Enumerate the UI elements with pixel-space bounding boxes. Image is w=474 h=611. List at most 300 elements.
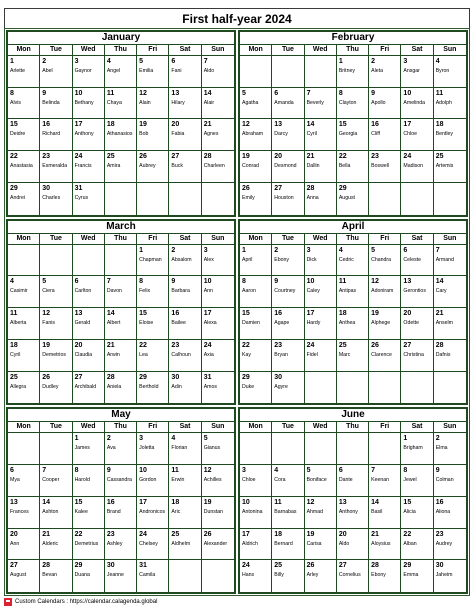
day-cell[interactable]	[169, 119, 201, 151]
empty-day-cell	[137, 183, 169, 215]
month-name: June	[240, 409, 466, 422]
day-cell[interactable]	[8, 183, 40, 215]
day-cell[interactable]	[169, 151, 201, 183]
day-cell[interactable]	[8, 465, 40, 497]
weekday-label: Wed	[73, 45, 105, 55]
day-cell[interactable]	[434, 497, 466, 529]
empty-day-cell	[369, 372, 401, 404]
day-cell[interactable]	[240, 372, 272, 404]
day-cell[interactable]	[369, 56, 401, 88]
day-cell[interactable]	[369, 497, 401, 529]
day-cell[interactable]	[305, 183, 337, 215]
day-cell[interactable]	[401, 340, 433, 372]
day-name-label: Aldrich	[242, 540, 258, 547]
day-cell[interactable]	[305, 529, 337, 561]
day-number: 9	[106, 467, 111, 475]
day-cell[interactable]	[40, 88, 72, 120]
day-name-label: Keenan	[371, 477, 390, 484]
day-cell[interactable]	[401, 497, 433, 529]
day-cell[interactable]	[169, 245, 201, 277]
day-cell[interactable]	[105, 308, 137, 340]
day-cell[interactable]	[40, 308, 72, 340]
day-number: 26	[203, 530, 212, 538]
weekday-label: Thu	[337, 234, 369, 244]
day-number: 6	[338, 467, 343, 475]
day-cell[interactable]	[8, 88, 40, 120]
day-cell[interactable]	[369, 340, 401, 372]
day-cell[interactable]	[240, 88, 272, 120]
day-cell[interactable]	[202, 340, 234, 372]
day-name-label: Frances	[10, 508, 29, 515]
day-cell[interactable]	[305, 245, 337, 277]
day-number: 27	[171, 153, 180, 161]
day-number: 29	[338, 184, 347, 192]
day-cell[interactable]	[8, 560, 40, 592]
day-cell[interactable]	[305, 119, 337, 151]
day-cell[interactable]	[40, 529, 72, 561]
day-cell[interactable]	[401, 56, 433, 88]
empty-day-cell	[73, 245, 105, 277]
day-cell[interactable]	[240, 340, 272, 372]
day-cell[interactable]	[105, 151, 137, 183]
day-cell[interactable]	[401, 560, 433, 592]
day-cell[interactable]	[169, 433, 201, 465]
day-number: 6	[171, 58, 176, 65]
day-name-label: Bryan	[274, 351, 288, 358]
day-cell[interactable]	[401, 245, 433, 277]
day-number: 26	[42, 373, 51, 381]
day-cell[interactable]	[401, 308, 433, 340]
day-name-label: Aaron	[242, 288, 256, 295]
day-cell[interactable]	[105, 433, 137, 465]
month-block	[238, 30, 468, 217]
day-cell[interactable]	[369, 88, 401, 120]
day-cell[interactable]	[137, 497, 169, 529]
day-cell[interactable]	[240, 529, 272, 561]
day-cell[interactable]	[137, 465, 169, 497]
footer	[4, 597, 157, 607]
day-cell[interactable]	[202, 88, 234, 120]
day-name-label: Ahmad	[306, 508, 323, 515]
day-name-label: Antipas	[338, 288, 357, 295]
day-number: 20	[74, 341, 83, 349]
day-cell[interactable]	[169, 529, 201, 561]
day-cell[interactable]	[73, 56, 105, 88]
day-cell[interactable]	[369, 308, 401, 340]
day-cell[interactable]	[137, 56, 169, 88]
day-number: 9	[171, 278, 176, 286]
weekday-label: Sun	[443, 234, 457, 242]
weekday-label: Wed	[305, 234, 337, 244]
day-cell[interactable]	[272, 88, 304, 120]
day-name-label: Anastasia	[10, 163, 33, 170]
day-cell[interactable]	[105, 56, 137, 88]
day-name-label: Aleta	[371, 68, 383, 74]
day-cell[interactable]	[73, 497, 105, 529]
day-name-label: Emilia	[139, 68, 154, 74]
day-number: 2	[106, 435, 111, 443]
day-cell[interactable]	[305, 560, 337, 592]
day-name-label: Billy	[274, 572, 284, 579]
weekday-label: Tue	[40, 45, 72, 55]
day-cell[interactable]	[401, 88, 433, 120]
day-cell[interactable]	[401, 151, 433, 183]
day-cell[interactable]	[8, 119, 40, 151]
day-cell[interactable]	[105, 497, 137, 529]
day-cell[interactable]	[337, 276, 369, 308]
day-cell[interactable]	[105, 340, 137, 372]
day-name-label: Aliona	[435, 508, 451, 515]
day-name-label: Clayton	[338, 99, 357, 106]
day-cell[interactable]	[305, 151, 337, 183]
day-number: 4	[106, 58, 111, 65]
day-cell[interactable]	[73, 433, 105, 465]
day-name-label: Bevan	[42, 572, 57, 579]
day-cell[interactable]	[73, 372, 105, 404]
day-cell[interactable]	[401, 119, 433, 151]
day-cell[interactable]	[40, 340, 72, 372]
day-cell[interactable]	[137, 119, 169, 151]
day-name-label: Casimir	[10, 288, 28, 295]
day-cell[interactable]	[8, 151, 40, 183]
day-cell[interactable]	[272, 119, 304, 151]
day-cell[interactable]	[202, 465, 234, 497]
day-name-label: Emily	[242, 194, 255, 201]
day-cell[interactable]	[305, 465, 337, 497]
day-number: 10	[139, 467, 147, 475]
day-cell[interactable]	[434, 151, 466, 183]
day-cell[interactable]	[137, 560, 169, 592]
day-number: 29	[242, 373, 250, 381]
day-number: 1	[139, 246, 144, 254]
day-number: 11	[338, 278, 347, 286]
day-number: 16	[106, 498, 115, 506]
day-cell[interactable]	[240, 465, 272, 497]
day-name-label: Anthony	[74, 131, 94, 138]
weekday-label: Thu	[105, 45, 137, 55]
day-name-label: Mya	[10, 477, 20, 484]
day-name-label: Brand	[106, 508, 121, 515]
day-name-label: Ansgar	[403, 68, 420, 74]
day-name-label: Alderic	[42, 540, 59, 547]
day-cell[interactable]	[105, 372, 137, 404]
day-cell[interactable]	[272, 465, 304, 497]
empty-day-cell	[202, 183, 234, 215]
day-number: 30	[42, 184, 51, 192]
day-number: 19	[306, 530, 315, 538]
day-cell[interactable]	[401, 433, 433, 465]
day-number: 7	[435, 246, 440, 254]
day-cell[interactable]	[8, 276, 40, 308]
day-cell[interactable]	[434, 119, 466, 151]
day-cell[interactable]	[40, 465, 72, 497]
day-cell[interactable]	[40, 119, 72, 151]
day-cell[interactable]	[434, 56, 466, 88]
day-cell[interactable]	[169, 276, 201, 308]
weekday-label: Tue	[272, 45, 304, 55]
day-number: 4	[435, 58, 440, 65]
day-cell[interactable]	[105, 465, 137, 497]
month-name: March	[8, 221, 234, 234]
day-cell[interactable]	[73, 340, 105, 372]
day-cell[interactable]	[240, 119, 272, 151]
day-cell[interactable]	[105, 88, 137, 120]
day-cell[interactable]	[169, 340, 201, 372]
day-number: 4	[10, 278, 14, 286]
day-cell[interactable]	[434, 245, 466, 277]
day-cell[interactable]	[305, 88, 337, 120]
day-cell[interactable]	[105, 276, 137, 308]
day-cell[interactable]	[369, 151, 401, 183]
day-cell[interactable]	[369, 245, 401, 277]
day-name-label: Aldo	[338, 540, 350, 547]
empty-day-cell	[8, 245, 40, 277]
day-number: 11	[106, 89, 115, 97]
day-name-label: Ashton	[42, 508, 59, 515]
day-cell[interactable]	[272, 151, 304, 183]
day-cell[interactable]	[105, 529, 137, 561]
day-cell[interactable]	[202, 308, 234, 340]
day-name-label: Adoniram	[371, 288, 394, 295]
day-cell[interactable]	[337, 119, 369, 151]
day-number: 9	[435, 467, 440, 475]
day-number: 30	[435, 562, 444, 570]
day-name-label: Andronicos	[139, 508, 166, 515]
day-number: 10	[403, 89, 412, 97]
day-cell[interactable]	[240, 183, 272, 215]
day-cell[interactable]	[169, 308, 201, 340]
day-cell[interactable]	[305, 276, 337, 308]
day-name-label: Harold	[74, 477, 90, 484]
day-cell[interactable]	[272, 308, 304, 340]
day-cell[interactable]	[305, 497, 337, 529]
day-name-label: Britney	[338, 68, 355, 74]
day-cell[interactable]	[169, 372, 201, 404]
day-name-label: Cooper	[42, 477, 60, 484]
day-cell[interactable]	[202, 529, 234, 561]
day-cell[interactable]	[369, 119, 401, 151]
day-cell[interactable]	[305, 340, 337, 372]
day-name-label: Gordon	[139, 477, 157, 484]
day-name-label: Cornelius	[338, 572, 361, 579]
day-cell[interactable]	[8, 372, 40, 404]
day-cell[interactable]	[8, 529, 40, 561]
day-number: 12	[306, 498, 315, 506]
day-cell[interactable]	[240, 497, 272, 529]
day-cell[interactable]	[337, 183, 369, 215]
day-number: 27	[10, 562, 18, 570]
day-number: 26	[242, 184, 250, 192]
day-number: 28	[106, 373, 115, 381]
day-cell[interactable]	[137, 88, 169, 120]
empty-day-cell	[105, 245, 137, 277]
day-cell[interactable]	[337, 340, 369, 372]
day-cell[interactable]	[240, 560, 272, 592]
day-cell[interactable]	[240, 308, 272, 340]
day-cell[interactable]	[337, 529, 369, 561]
day-name-label: Amira	[106, 163, 121, 170]
day-cell[interactable]	[40, 497, 72, 529]
day-cell[interactable]	[8, 497, 40, 529]
day-cell[interactable]	[202, 119, 234, 151]
day-cell[interactable]	[434, 276, 466, 308]
day-cell[interactable]	[105, 119, 137, 151]
day-cell[interactable]	[137, 308, 169, 340]
day-cell[interactable]	[401, 276, 433, 308]
day-name-label: Dunstan	[203, 508, 224, 515]
day-name-label: Archibald	[74, 383, 97, 390]
day-number: 17	[203, 310, 212, 318]
day-cell[interactable]	[272, 276, 304, 308]
day-name-label: Athanasios	[106, 131, 133, 138]
day-cell[interactable]	[40, 372, 72, 404]
day-cell[interactable]	[240, 276, 272, 308]
day-cell[interactable]	[73, 88, 105, 120]
day-number: 4	[338, 246, 343, 254]
days-grid	[240, 56, 466, 215]
day-number: 18	[338, 310, 347, 318]
day-cell[interactable]	[137, 433, 169, 465]
day-cell[interactable]	[272, 183, 304, 215]
day-cell[interactable]	[369, 465, 401, 497]
day-name-label: Dudley	[42, 383, 59, 390]
day-name-label: Alban	[403, 540, 417, 547]
day-cell[interactable]	[137, 245, 169, 277]
day-cell[interactable]	[272, 372, 304, 404]
day-cell[interactable]	[202, 151, 234, 183]
day-cell[interactable]	[202, 497, 234, 529]
month-block	[6, 407, 236, 594]
day-cell[interactable]	[401, 529, 433, 561]
day-number: 5	[242, 89, 246, 97]
day-cell[interactable]	[40, 183, 72, 215]
day-cell[interactable]	[337, 245, 369, 277]
day-cell[interactable]	[105, 560, 137, 592]
day-cell[interactable]	[137, 529, 169, 561]
day-cell[interactable]	[137, 276, 169, 308]
day-number: 20	[403, 310, 412, 318]
day-cell[interactable]	[434, 465, 466, 497]
day-number: 16	[42, 121, 51, 129]
day-cell[interactable]	[337, 151, 369, 183]
day-cell[interactable]	[73, 560, 105, 592]
day-cell[interactable]	[272, 497, 304, 529]
day-number: 16	[435, 498, 444, 506]
day-cell[interactable]	[73, 308, 105, 340]
day-number: 5	[306, 467, 311, 475]
day-number: 3	[74, 58, 79, 65]
day-cell[interactable]	[40, 151, 72, 183]
day-number: 26	[306, 562, 315, 570]
day-cell[interactable]	[434, 340, 466, 372]
day-cell[interactable]	[272, 245, 304, 277]
day-cell[interactable]	[369, 529, 401, 561]
day-name-label: Georgia	[338, 131, 358, 138]
day-cell[interactable]	[337, 308, 369, 340]
day-cell[interactable]	[337, 88, 369, 120]
day-cell[interactable]	[337, 465, 369, 497]
weekday-header	[8, 422, 234, 433]
day-cell[interactable]	[434, 88, 466, 120]
day-cell[interactable]	[8, 340, 40, 372]
weekday-label: Fri	[369, 45, 401, 55]
day-cell[interactable]	[434, 433, 466, 465]
day-name-label: Alexander	[203, 540, 228, 547]
day-cell[interactable]	[137, 151, 169, 183]
day-number: 3	[203, 246, 208, 254]
day-cell[interactable]	[337, 56, 369, 88]
day-cell[interactable]	[272, 560, 304, 592]
day-cell[interactable]	[202, 245, 234, 277]
day-cell[interactable]	[337, 497, 369, 529]
day-cell[interactable]	[305, 308, 337, 340]
day-name-label: Calhoun	[171, 351, 191, 358]
day-number: 7	[306, 89, 311, 97]
day-cell[interactable]	[202, 276, 234, 308]
day-cell[interactable]	[202, 56, 234, 88]
footer-text[interactable]: Custom Calendars : https://calendar.calagenda.global	[15, 599, 158, 605]
day-number: 25	[10, 373, 18, 381]
day-cell[interactable]	[202, 372, 234, 404]
day-number: 21	[435, 310, 444, 318]
day-cell[interactable]	[73, 465, 105, 497]
day-number: 5	[139, 58, 144, 65]
day-cell[interactable]	[434, 529, 466, 561]
empty-day-cell	[240, 56, 272, 88]
day-cell[interactable]	[434, 560, 466, 592]
day-cell[interactable]	[73, 529, 105, 561]
day-cell[interactable]	[73, 151, 105, 183]
day-cell[interactable]	[40, 276, 72, 308]
day-cell[interactable]	[169, 88, 201, 120]
day-cell[interactable]	[169, 56, 201, 88]
weekday-header	[8, 45, 234, 56]
day-cell[interactable]	[401, 465, 433, 497]
day-number: 21	[203, 121, 212, 129]
day-cell[interactable]	[240, 245, 272, 277]
day-cell[interactable]	[137, 340, 169, 372]
day-cell[interactable]	[8, 308, 40, 340]
day-cell[interactable]	[337, 560, 369, 592]
day-name-label: Bob	[139, 131, 149, 138]
day-cell[interactable]	[40, 56, 72, 88]
day-cell[interactable]	[272, 340, 304, 372]
day-number: 21	[371, 530, 379, 538]
day-cell[interactable]	[434, 308, 466, 340]
day-cell[interactable]	[169, 465, 201, 497]
day-number: 15	[242, 310, 250, 318]
day-number: 14	[371, 498, 379, 506]
day-name-label: Absalom	[171, 256, 192, 263]
day-cell[interactable]	[169, 497, 201, 529]
empty-day-cell	[434, 372, 466, 404]
day-cell[interactable]	[369, 276, 401, 308]
day-cell[interactable]	[137, 372, 169, 404]
day-cell[interactable]	[8, 56, 40, 88]
day-cell[interactable]	[73, 119, 105, 151]
weekday-label: Wed	[305, 422, 337, 432]
day-cell[interactable]	[73, 276, 105, 308]
day-cell[interactable]	[369, 560, 401, 592]
day-number: 2	[371, 58, 376, 65]
day-cell[interactable]	[202, 433, 234, 465]
day-cell[interactable]	[272, 529, 304, 561]
day-name-label: Demetrios	[42, 351, 66, 358]
day-cell[interactable]	[240, 151, 272, 183]
day-name-label: Aldhelm	[171, 540, 191, 547]
day-cell[interactable]	[40, 560, 72, 592]
day-cell[interactable]	[73, 183, 105, 215]
